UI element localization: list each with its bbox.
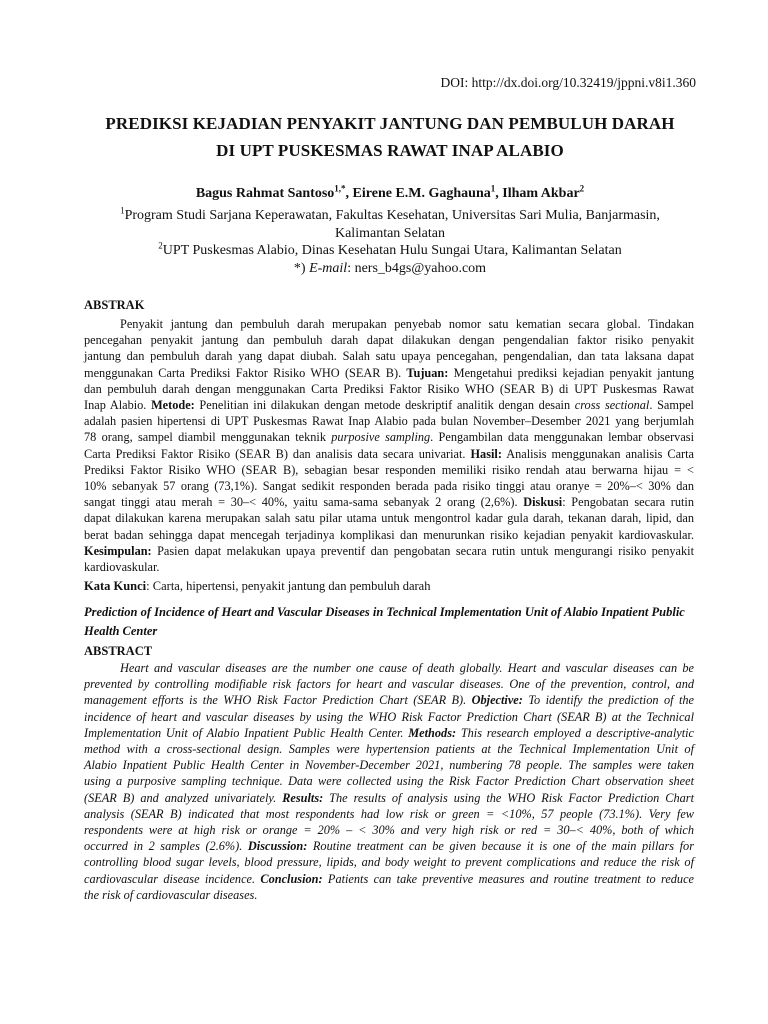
hasil-label: Hasil: [470, 446, 502, 461]
doi-link[interactable]: DOI: http://dx.doi.org/10.32419/jppni.v8i1.360 [440, 75, 696, 90]
methods-label: Methods: [408, 725, 457, 740]
abstrak-body [84, 316, 694, 575]
kesimpulan-label: Kesimpulan: [84, 543, 152, 558]
abstrak-line: Prediksi Faktor Risiko WHO (SEAR B), sebagian besar responden memiliki risiko rendah atau berwarna hijau = < [84, 462, 694, 477]
abstract-line: cardiovascular disease incidence. Conclusion: Patients can take preventive measures and routine treatment to reduce [84, 871, 694, 886]
results-label: Results: [282, 790, 324, 805]
abstract-line: prevented by controlling modifiable risk factors for heart and vascular diseases. One of the prevention, control, and [84, 677, 694, 692]
author-1-sup: 1,* [334, 183, 346, 194]
abstract-line: (SEAR B) and analyzed univariately. Results: The results of analysis using the WHO Risk Factor Prediction Chart [84, 790, 694, 805]
abstract-line: respondents were at high risk or orange = 20% – < 30% and very high risk or red = 30–< 40%, both of which [84, 823, 694, 838]
abstract-line: occurred in 2 samples (2.6%). Discussion: Routine treatment can be given because it is one of the main pillars for [84, 839, 694, 854]
email-address[interactable]: : ners_b4gs@yahoo.com [347, 261, 487, 276]
abstrak-line: kardiovaskular. [84, 560, 160, 575]
email-prefix: *) [293, 261, 310, 276]
affiliation-2-sup: 2 [158, 240, 163, 251]
abstrak-line: Kesimpulan: Pasien dapat melakukan upaya preventif dan pengobatan secara rutin untuk mengurangi risiko penyakit [84, 543, 694, 558]
abstract-line: controlling blood sugar levels, blood pressure, lipids, and body weight to prevent complications and reduce the risk of [84, 855, 694, 870]
abstrak-line: dapat dilakukan karena merupakan salah satu pilar utama untuk mengontrol kadar gula darah, tekanan darah, lipid, dan [84, 511, 694, 526]
abstract-line: the risk of cardiovascular diseases. [84, 887, 258, 902]
abstract-line: management efforts is the WHO Risk Factor Prediction Chart (SEAR B). Objective: To identify the prediction of the [84, 693, 694, 708]
affiliation-2 [60, 242, 720, 260]
author-list [60, 183, 720, 202]
keywords-label: Kata Kunci [84, 579, 147, 593]
english-title-line-2: Health Center [84, 624, 158, 638]
abstract-line: analysis (SEAR B) indicated that most respondents had low risk or green = <10%, 57 people (73.1%). Very few [84, 806, 694, 821]
tujuan-label: Tujuan: [406, 365, 449, 380]
author-1: Bagus Rahmat Santoso [195, 186, 335, 201]
abstract-line: Heart and vascular diseases are the number one cause of death globally. Heart and vascular diseases can be [120, 661, 694, 675]
paper-title-line-2: DI UPT PUSKESMAS RAWAT INAP ALABIO [216, 141, 564, 160]
corresponding-email [60, 261, 720, 277]
abstrak-heading: ABSTRAK [84, 298, 145, 312]
english-title [84, 603, 694, 641]
email-label: E-mail [309, 261, 348, 276]
abstrak-line: dan pembuluh darah dengan menggunakan Carta Prediksi Faktor Risiko WHO (SEAR B) di UPT Puskesmas Rawat [84, 381, 694, 396]
affiliation-1 [60, 207, 720, 243]
affiliation-1-line-1: Program Studi Sarjana Keperawatan, Fakultas Kesehatan, Universitas Sari Mulia, Banjarmasin, [124, 208, 660, 223]
abstrak-line: pencegahan penyakit jantung dan pembuluh darah dapat dilakukan dengan pengendalian faktor risiko penyakit [84, 333, 694, 348]
abstract-body [84, 660, 694, 903]
abstrak-line: Carta Prediksi Faktor Risiko (SEAR B) dan analisis data secara univariat. Hasil: Analisis menggunakan analisis Carta [84, 446, 694, 461]
affiliation-2-text: UPT Puskesmas Alabio, Dinas Kesehatan Hulu Sungai Utara, Kalimantan Selatan [162, 243, 622, 258]
abstract-line: incidence of heart and vascular diseases by using the WHO Risk Factor Prediction Chart (SEAR B) at the Technical [84, 709, 694, 724]
author-2-sup: 1 [490, 183, 496, 194]
affiliation-1-line-2: Kalimantan Selatan [334, 226, 446, 241]
diskusi-label: Diskusi [523, 495, 563, 510]
paper-title-line-1: PREDIKSI KEJADIAN PENYAKIT JANTUNG DAN PEMBULUH DARAH [105, 114, 675, 133]
abstrak-line: adalah pasien hipertensi di UPT Puskesmas Rawat Inap Alabio pada bulan November–Desember 2021 yang berjumlah [84, 414, 694, 429]
abstrak-line: menggunakan Carta Prediksi Faktor Risiko WHO (SEAR B). Tujuan: Mengetahui prediksi kejadian penyakit jantung [84, 365, 694, 380]
abstrak-line: jantung dan pembuluh darah yang dapat diubah. Salah satu upaya pencegahan, pengendalian, dan tata laksana dapat [84, 349, 694, 364]
abstract-line: Alabio Inpatient Public Health Center in November-December 2021, numbering 78 people. The samples were taken [84, 758, 694, 773]
conclusion-label: Conclusion: [260, 871, 323, 886]
author-3: , Ilham Akbar [495, 186, 580, 201]
keywords [84, 579, 430, 594]
author-3-sup: 2 [579, 183, 585, 194]
paper-title [60, 110, 720, 164]
affiliation-1-sup: 1 [120, 205, 125, 216]
abstrak-line: 10% sebanyak 57 orang (73,1%). Sangat sedikit responden berada pada risiko tinggi atau oranye = 20%–< 30% dan [84, 479, 694, 494]
metode-label: Metode: [151, 398, 195, 413]
abstract-line: Implementation Unit of Alabio Inpatient Public Health Center. Methods: This research employed a descriptive-analytic [84, 725, 695, 740]
abstrak-line: 78 orang, sampel diambil menggunakan teknik purposive sampling. Pengambilan data menggunakan lembar observasi [84, 430, 694, 445]
discussion-label: Discussion: [247, 839, 308, 854]
abstract-heading: ABSTRACT [84, 644, 153, 658]
abstrak-line: Penyakit jantung dan pembuluh darah merupakan penyebab nomor satu kematian secara global. Tindakan [120, 317, 694, 331]
abstrak-line: sangat tinggi atau merah = 30–< 40%, yaitu sama-sama sebanyak 2 orang (2,6%). Diskusi: Pengobatan secara rutin [84, 495, 695, 510]
english-title-line-1: Prediction of Incidence of Heart and Vascular Diseases in Technical Implementation Unit of Alabio Inpatient Public [84, 605, 685, 619]
keywords-value: : Carta, hipertensi, penyakit jantung dan pembuluh darah [146, 579, 431, 593]
abstract-line: using a purposive sampling technique. Data were collected using the Risk Factor Prediction Chart observation sheet [84, 774, 694, 789]
abstract-line: method with a cross-sectional design. Samples were hypertension patients at the Technical Implementation Unit of [84, 742, 694, 757]
abstrak-line: berat badan sehingga dapat mencegah terjadinya komplikasi dan menurunkan risiko kejadian penyakit kardiovaskular. [84, 527, 694, 542]
abstrak-line: Inap Alabio. Metode: Penelitian ini dilakukan dengan metode deskriptif analitik dengan desain cross sectional. Sampel [84, 398, 694, 413]
author-2: , Eirene E.M. Gaghauna [345, 186, 491, 201]
objective-label: Objective: [471, 693, 523, 708]
